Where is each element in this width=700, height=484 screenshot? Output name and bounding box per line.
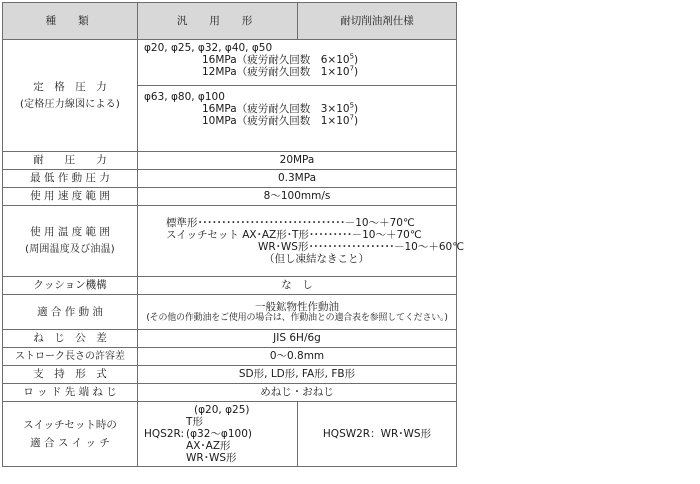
group1-line1: 16MPa（疲労耐久回数 $6\times 10^5$) xyxy=(202,52,359,67)
row-mounting xyxy=(3,366,457,384)
temp-note: （但し凍結なきこと） xyxy=(264,253,369,266)
value-min-pressure: 0.3MPa xyxy=(138,170,457,188)
switch-prefix: HQS2R: xyxy=(144,427,185,440)
value-switch-oil-resistant: HQSW2R：WR･WS形 xyxy=(298,402,457,467)
label-cushion: クッション機構 xyxy=(3,277,138,295)
temp-line-wrws: WR･WS形･･････････････････－10～＋60℃ xyxy=(258,241,464,253)
rated-pressure-sublabel: (定格圧力線図による) xyxy=(19,98,120,110)
label-speed: 使 用 速 度 範 囲 xyxy=(3,188,138,206)
label-temperature xyxy=(3,206,138,277)
value-rod-end: めねじ・おねじ xyxy=(138,384,457,402)
temperature-sublabel: (周囲温度及び油温) xyxy=(25,244,115,256)
fluid-value: 一般鉱物性作動油 xyxy=(255,300,339,313)
switch-line1: (φ20, φ25) xyxy=(194,403,250,416)
value-speed: 8～100mm/s xyxy=(138,188,457,206)
header-general: 汎 用 形 xyxy=(138,3,298,40)
label-thread: ね じ 公 差 xyxy=(3,330,138,348)
table-header-row xyxy=(3,3,457,40)
label-min-pressure: 最 低 作 動 圧 力 xyxy=(3,170,138,188)
row-temperature xyxy=(3,206,457,277)
row-proof-pressure xyxy=(3,152,457,170)
label-fluid: 適 合 作 動 油 xyxy=(3,295,138,330)
group2-line1: 16MPa（疲労耐久回数 $3\times 10^5$) xyxy=(202,101,359,116)
row-min-pressure xyxy=(3,170,457,188)
label-rated-pressure xyxy=(3,40,138,152)
header-type: 種 類 xyxy=(3,3,138,40)
label-rod-end: ロ ッ ド 先 端 ね じ xyxy=(3,384,138,402)
value-cushion: な し xyxy=(138,277,457,295)
value-proof-pressure: 20MPa xyxy=(138,152,457,170)
group2-bores: φ63, φ80, φ100 xyxy=(138,85,456,103)
row-fluid xyxy=(3,295,457,330)
switch-line5: WR･WS形 xyxy=(186,452,237,465)
rated-pressure-label: 定 格 圧 力 xyxy=(33,80,107,93)
temp-line-switch: スイッチセット AX･AZ形･T形･････････－10～＋70℃ xyxy=(166,228,422,241)
header-oil-resistant: 耐切削油剤仕様 xyxy=(298,3,457,40)
value-fluid xyxy=(138,295,457,330)
row-rated-pressure xyxy=(3,40,457,152)
switch-line2: T形 xyxy=(186,415,203,428)
switch-label-line2: 適 合 ス イ ッ チ xyxy=(30,437,110,449)
row-stroke xyxy=(3,348,457,366)
value-rated-pressure xyxy=(138,40,457,152)
temperature-label: 使 用 温 度 範 囲 xyxy=(30,226,110,239)
row-rod-end xyxy=(3,384,457,402)
switch-label-line1: スイッチセット時の xyxy=(23,418,117,431)
group1-line2: 12MPa（疲労耐久回数 $1\times 10^7$) xyxy=(202,64,359,79)
group1-bores: φ20, φ25, φ32, φ40, φ50 xyxy=(144,42,273,54)
label-stroke: ストローク長さの許容差 xyxy=(3,348,138,366)
spec-table xyxy=(2,2,464,467)
temp-line-standard: 標準形･･･････････････････････････････－10～＋70℃ xyxy=(166,216,415,229)
row-speed xyxy=(3,188,457,206)
label-switch xyxy=(3,402,138,467)
value-temperature xyxy=(138,206,464,277)
row-switch xyxy=(3,402,457,467)
fluid-note: (その他の作動油をご使用の場合は、作動油との適合表を参照してください。) xyxy=(146,312,448,323)
label-proof-pressure: 耐 圧 力 xyxy=(3,152,138,170)
value-stroke: 0～0.8mm xyxy=(138,348,457,366)
group2-line2: 10MPa（疲労耐久回数 $1\times 10^7$) xyxy=(202,113,359,128)
switch-line3: (φ32～φ100) xyxy=(186,427,252,440)
row-thread xyxy=(3,330,457,348)
label-mounting: 支 持 形 式 xyxy=(3,366,138,384)
value-mounting: SD形, LD形, FA形, FB形 xyxy=(138,366,457,384)
row-cushion xyxy=(3,277,457,295)
value-thread: JIS 6H/6g xyxy=(138,330,457,348)
value-switch-general xyxy=(138,402,298,467)
switch-line4: AX･AZ形 xyxy=(186,440,231,453)
